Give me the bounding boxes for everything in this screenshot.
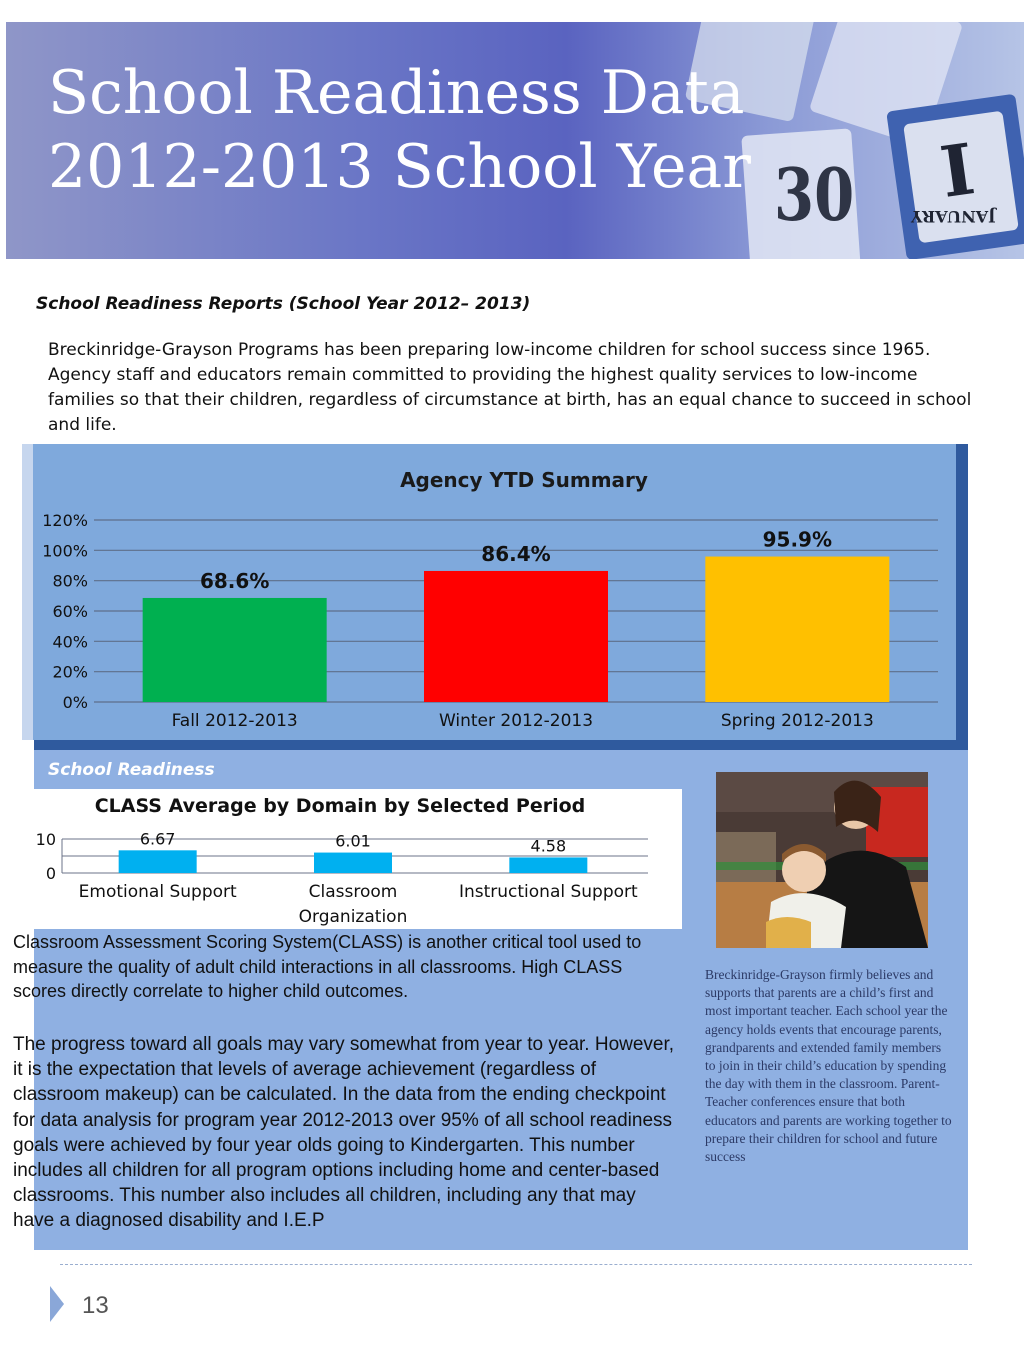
x-tick-label: Spring 2012-2013 xyxy=(720,711,874,731)
y-tick-label: 100% xyxy=(42,541,88,561)
section-label: School Readiness xyxy=(48,760,215,780)
data-label: 6.67 xyxy=(139,829,176,849)
bar xyxy=(705,557,889,702)
page-arrow-icon xyxy=(50,1286,64,1322)
agency-ytd-chart xyxy=(22,444,968,740)
bar xyxy=(143,598,327,702)
data-label: 4.58 xyxy=(530,836,567,856)
y-tick-label: 80% xyxy=(52,571,88,591)
sidebar-text: Breckinridge-Grayson firmly believes and supports that parents are a child’s first and most important teacher. Each school year the agency holds events that encourage parents, grandparents and extended family members to join in their child’s education by spending the day with them in the classroom. Parent-Teacher conferences ensure that both educators and parents are working together to prepare their children for school and future success xyxy=(705,967,952,1165)
calendar-month-decor: JANUARY xyxy=(911,207,996,226)
x-tick-label: Fall 2012-2013 xyxy=(171,711,298,731)
chart-title: Agency YTD Summary xyxy=(400,468,648,492)
data-label: 86.4% xyxy=(481,541,551,566)
intro-paragraph: Breckinridge-Grayson Programs has been preparing low-income children for school success since 1965. Agency staff and educators remain committed to providing the highest quality services to low-income families so that their children, regardless of circumstance at birth, has an equal chance to succeed in school and life. xyxy=(48,340,972,435)
calendar-number-decor: I xyxy=(935,125,980,212)
chart-title: CLASS Average by Domain by Selected Period xyxy=(94,795,586,817)
progress-paragraph: The progress toward all goals may vary somewhat from year to year. However, it is the expectation that levels of average achievement (regardless of classroom makeup) can be calculated. In the data from the ending checkpoint for data analysis for program year 2012-2013 over 95% of all school readiness goals were achieved by four year olds going to Kindergarten. This number includes all children for all program options including home and center-based classrooms. This number also includes all children, including any that may have a diagnosed disability and I.E.P xyxy=(13,1034,675,1232)
section-divider xyxy=(34,740,968,750)
class-average-chart xyxy=(0,789,682,929)
data-label: 95.9% xyxy=(762,527,833,552)
y-tick-label: 120% xyxy=(42,511,88,530)
agency-ytd-chart-panel xyxy=(22,444,968,740)
footer-divider xyxy=(60,1264,972,1265)
x-tick-label: Winter 2012-2013 xyxy=(438,711,594,731)
page-title xyxy=(48,56,751,204)
bar xyxy=(424,571,608,702)
data-label: 6.01 xyxy=(335,831,371,851)
section-subheading: School Readiness Reports (School Year 2012– 2013) xyxy=(36,294,531,314)
y-tick-label: 40% xyxy=(52,632,88,652)
y-tick-label: 0% xyxy=(62,693,88,712)
x-tick-label-line: Emotional Support xyxy=(78,882,237,902)
x-tick-label xyxy=(299,882,408,927)
bar xyxy=(314,853,392,873)
bar xyxy=(119,850,197,873)
class-paragraph: Classroom Assessment Scoring System(CLASS) is another critical tool used to measure the quality of adult child interactions in all classrooms. High CLASS scores directly correlate to higher child outcomes. xyxy=(13,932,642,1001)
y-tick-label: 60% xyxy=(52,602,88,621)
photo-illustration xyxy=(716,772,928,948)
x-tick-label-line: Organization xyxy=(298,907,408,927)
y-tick-label: 0 xyxy=(45,864,56,883)
bar xyxy=(509,857,587,873)
parent-child-photo xyxy=(716,772,928,948)
x-tick-label xyxy=(459,882,638,902)
x-tick-label-line: Instructional Support xyxy=(458,882,638,902)
x-tick-label-line: Classroom xyxy=(308,882,398,902)
x-tick-label xyxy=(79,882,237,902)
title-line-2: 2012-2013 School Year xyxy=(48,132,751,202)
title-line-1: School Readiness Data xyxy=(48,58,745,128)
class-chart-panel xyxy=(0,789,682,929)
data-label: 68.6% xyxy=(199,568,270,593)
calendar-number-decor: 30 xyxy=(774,152,855,237)
y-tick-label: 10 xyxy=(35,830,56,849)
y-tick-label: 20% xyxy=(52,662,88,682)
page-number: 13 xyxy=(82,1292,109,1319)
